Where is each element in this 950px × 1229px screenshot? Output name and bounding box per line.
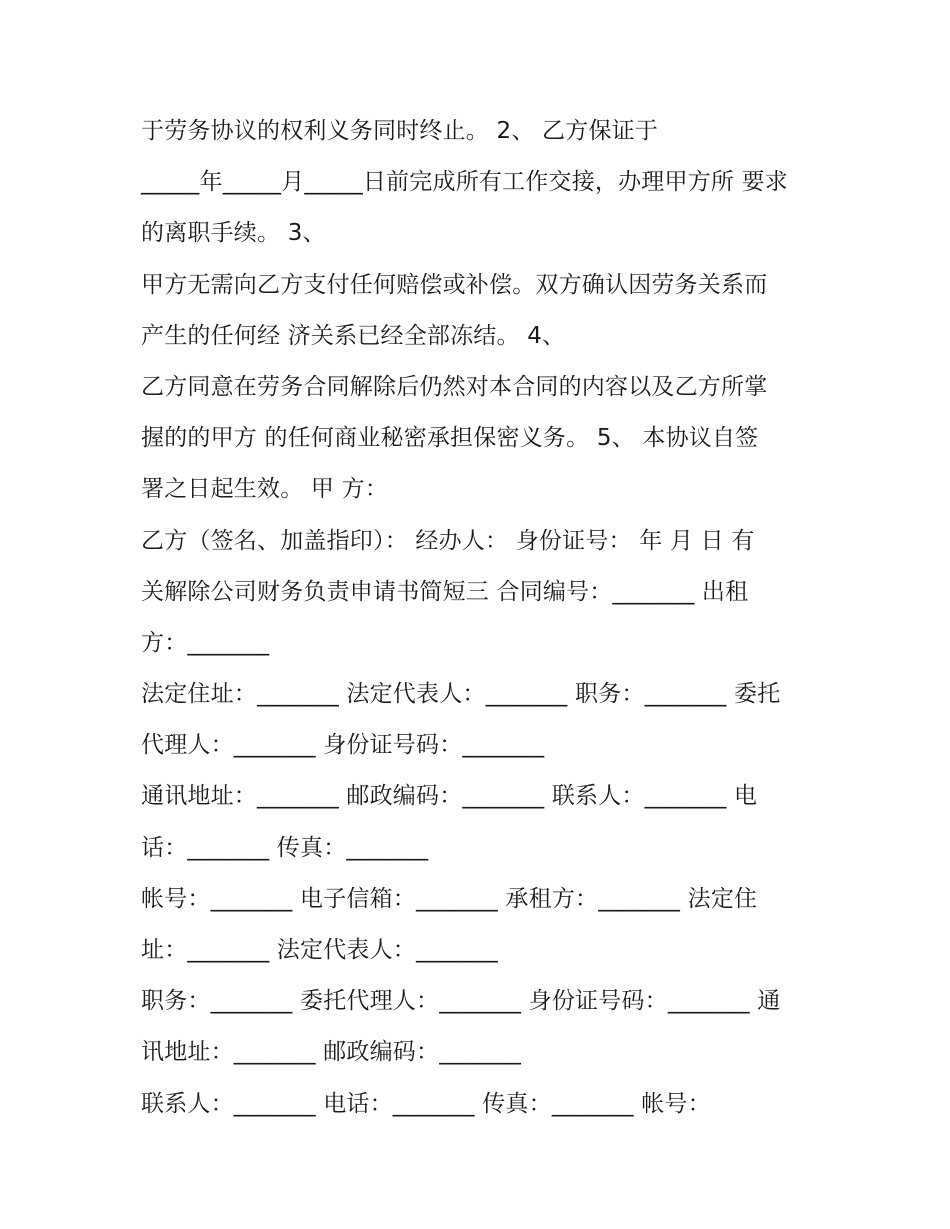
text-line-2: _____年_____月_____日前完成所有工作交接，办理甲方所 要求 [141, 169, 789, 196]
text-line-19: 讯地址：_______ 邮政编码：_______ [141, 1039, 522, 1066]
text-line-6: 乙方同意在劳务合同解除后仍然对本合同的内容以及乙方所掌 [141, 373, 768, 400]
text-line-4: 甲方无需向乙方支付任何赔偿或补偿。双方确认因劳务关系而 [141, 271, 768, 298]
text-line-17: 址：_______ 法定代表人：_______ [141, 937, 498, 963]
text-line-1: 于劳务协议的权利义务同时终止。 2、 乙方保证于 [141, 118, 659, 144]
text-line-11: 方：_______ [141, 629, 270, 656]
text-line-10: 关解除公司财务负责申请书简短三 合同编号：_______ 出租 [141, 578, 749, 605]
text-line-9: 乙方（签名、加盖指印）： 经办人： 身份证号： 年 月 日 有 [141, 527, 755, 554]
document-body [141, 106, 821, 1130]
text-line-8: 署之日起生效。 甲 方： [141, 476, 389, 503]
text-line-13: 代理人：_______ 身份证号码：_______ [141, 732, 545, 759]
text-line-15: 话：_______ 传真：_______ [141, 834, 429, 861]
text-line-20: 联系人：_______ 电话：_______ 传真：_______ 帐号： [141, 1090, 711, 1117]
text-line-14: 通讯地址：_______ 邮政编码：_______ 联系人：_______ 电 [141, 783, 758, 810]
text-line-3: 的离职手续。 3、 [141, 220, 326, 247]
text-line-16: 帐号：_______ 电子信箱：_______ 承租方：_______ 法定住 [141, 885, 758, 912]
text-line-12: 法定住址：_______ 法定代表人：_______ 职务：_______ 委托 [141, 681, 781, 708]
text-line-7: 握的的甲方 的任何商业秘密承担保密义务。 5、 本协议自签 [141, 425, 759, 452]
text-line-5: 产生的任何经 济关系已经全部冻结。 4、 [141, 322, 566, 349]
text-line-18: 职务：_______ 委托代理人：_______ 身份证号码：_______ 通 [141, 988, 781, 1015]
